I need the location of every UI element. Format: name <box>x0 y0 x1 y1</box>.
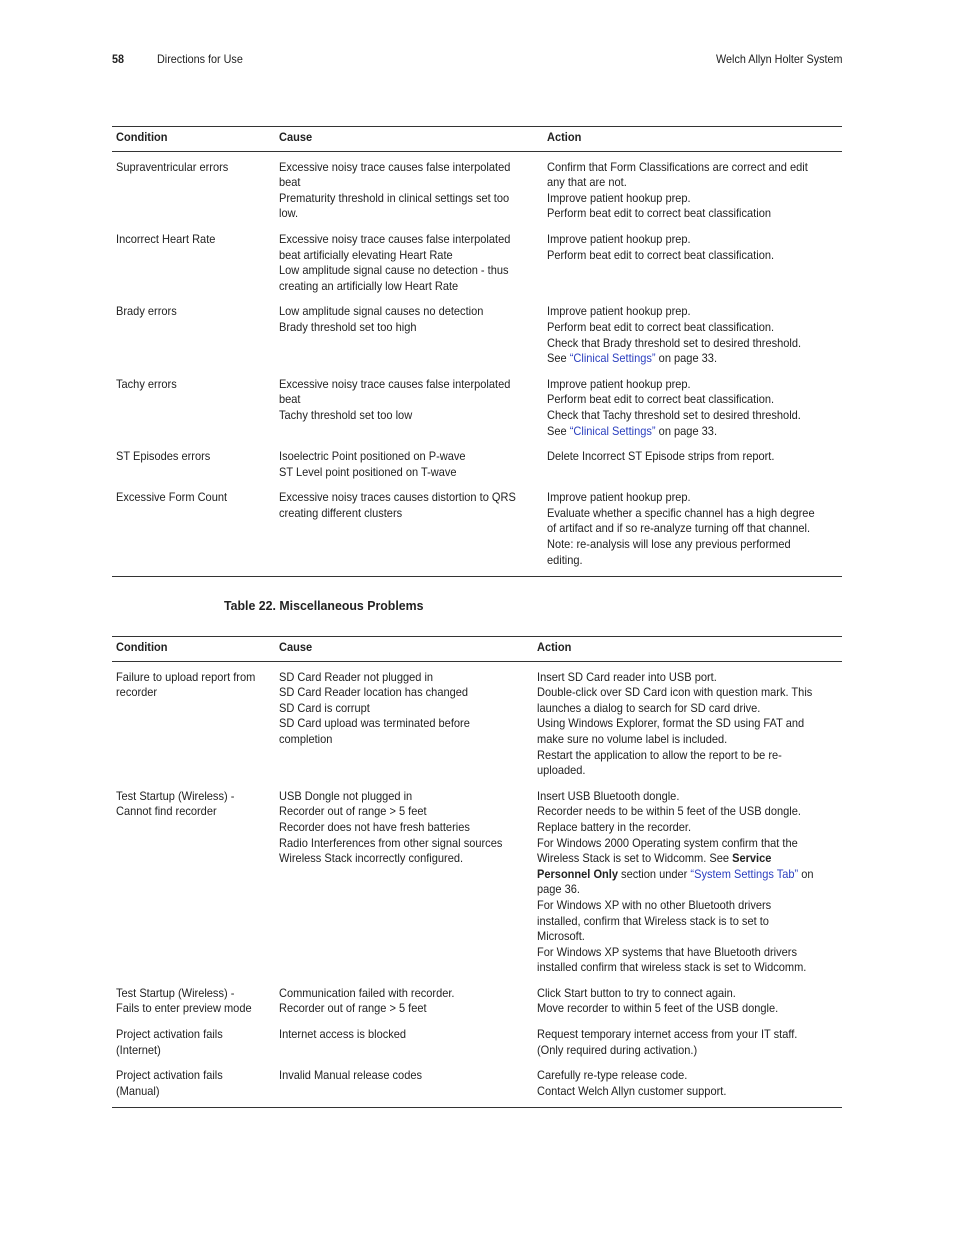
column-header-condition: Condition <box>112 637 275 662</box>
table-header-row <box>112 637 842 662</box>
clinical-settings-link[interactable]: “Clinical Settings” <box>569 351 656 366</box>
table-row <box>112 661 842 789</box>
condition-cell: Test Startup (Wireless) - Fails to enter preview mode <box>116 985 252 1016</box>
table-header-row <box>112 127 842 152</box>
table-row <box>112 151 842 232</box>
condition-cell: Excessive Form Count <box>112 490 275 576</box>
table-row <box>112 449 842 490</box>
column-header-cause: Cause <box>275 127 543 152</box>
condition-cell: Project activation fails (Manual) <box>112 1068 275 1108</box>
condition-cell: Incorrect Heart Rate <box>116 231 216 246</box>
page-number: 58 <box>112 52 125 66</box>
condition-cell: Tachy errors <box>116 376 177 391</box>
system-settings-tab-link[interactable]: “System Settings Tab” <box>690 866 799 881</box>
cause-cell: Communication failed with recorder. Recorder out of range > 5 feet <box>279 985 455 1016</box>
column-header-cause: Cause <box>275 637 533 662</box>
table-row <box>112 986 842 1027</box>
column-header-condition: Condition <box>112 127 275 152</box>
action-cell: Improve patient hookup prep. Perform beat edit to correct beat classification. <box>547 231 775 262</box>
column-header-action: Action <box>543 127 842 152</box>
cause-cell: Isoelectric Point positioned on P-wave ST Level point positioned on T-wave <box>279 449 466 479</box>
troubleshooting-table <box>112 126 842 577</box>
miscellaneous-problems-table <box>112 636 842 1108</box>
action-cell: Click Start button to try to connect again. Move recorder to within 5 feet of the USB dongle. <box>537 985 779 1016</box>
table-row <box>112 789 842 986</box>
action-cell: Improve patient hookup prep. Perform beat edit to correct beat classification. Check that Tachy threshold set to desired threshold. See “Clinical Settings” on page 33. <box>547 376 801 438</box>
action-cell: Insert SD Card reader into USB port. Double-click over SD Card icon with question mark. This launches a dialog to search for SD card drive. Using Windows Explorer, format the SD using FAT and make sure no volume label is included. Restart the application to allow the report to be re-uploaded. <box>537 669 813 778</box>
cause-cell: Low amplitude signal causes no detection Brady threshold set too high <box>279 304 484 334</box>
table-row <box>112 1027 842 1068</box>
action-cell: Carefully re-type release code. Contact Welch Allyn customer support. <box>533 1068 842 1108</box>
condition-cell: Failure to upload report from recorder <box>116 669 256 700</box>
cause-cell: Excessive noisy trace causes false interpolated beat Tachy threshold set too low <box>279 376 511 422</box>
cause-cell: USB Dongle not plugged in Recorder out of range > 5 feet Recorder does not have fresh batteries Radio Interferences from other signal sources Wireless Stack incorrectly configured. <box>279 788 503 866</box>
table-row <box>112 377 842 449</box>
cause-cell: SD Card Reader not plugged in SD Card Reader location has changed SD Card is corrupt SD Card upload was terminated before completion <box>279 669 470 746</box>
table-caption: Table 22. Miscellaneous Problems <box>224 598 424 613</box>
document-title: Directions for Use <box>157 52 243 66</box>
cause-cell: Excessive noisy traces causes distortion to QRS creating different clusters <box>275 490 543 576</box>
condition-cell: Brady errors <box>116 304 177 319</box>
cause-cell: Internet access is blocked <box>279 1027 407 1042</box>
condition-cell: Test Startup (Wireless) - Cannot find recorder <box>116 788 235 819</box>
action-cell: Delete Incorrect ST Episode strips from report. <box>547 449 775 464</box>
product-name: Welch Allyn Holter System <box>715 52 842 66</box>
table-row <box>112 1068 842 1108</box>
table-row <box>112 490 842 576</box>
action-cell: Improve patient hookup prep. Evaluate whether a specific channel has a high degree of artifact and if so re-analyze turning off that channel. Note: re-analysis will lose any previous performed editing. <box>543 490 842 576</box>
action-cell: Request temporary internet access from your IT staff. (Only required during activation.) <box>537 1027 798 1057</box>
condition-cell: Project activation fails (Internet) <box>116 1027 223 1057</box>
table-row <box>112 304 842 376</box>
action-cell: Confirm that Form Classifications are correct and edit any that are not. Improve patient hookup prep. Perform beat edit to correct beat classification <box>547 159 808 221</box>
cause-cell: Excessive noisy trace causes false interpolated beat Prematurity threshold in clinical settings set too low. <box>279 159 511 221</box>
cause-cell: Invalid Manual release codes <box>275 1068 533 1108</box>
table-row <box>112 232 842 304</box>
action-cell: Improve patient hookup prep. Perform beat edit to correct beat classification. Check that Brady threshold set to desired threshold. See “Clinical Settings” on page 33. <box>547 304 802 366</box>
cause-cell: Excessive noisy trace causes false interpolated beat artificially elevating Heart Rate Low amplitude signal cause no detection - thus creating an artificially low Heart Rate <box>279 231 511 293</box>
condition-cell: Supraventricular errors <box>116 159 229 174</box>
action-cell: Insert USB Bluetooth dongle. Recorder needs to be within 5 feet of the USB dongle. Replace battery in the recorder. For Windows 2000 Operating system confirm that the Wireless Stack is set to Widcomm. See Service Personnel Only section under “System Settings Tab” on page 36. For Windows XP with no other Bluetooth drivers installed, confirm that Wireless stack is to set to Microsoft. For Windows XP systems that have Bluetooth drivers installed confirm that wireless stack is set to Widcomm. <box>537 788 814 975</box>
clinical-settings-link[interactable]: “Clinical Settings” <box>569 423 656 438</box>
column-header-action: Action <box>533 637 842 662</box>
condition-cell: ST Episodes errors <box>116 449 211 464</box>
